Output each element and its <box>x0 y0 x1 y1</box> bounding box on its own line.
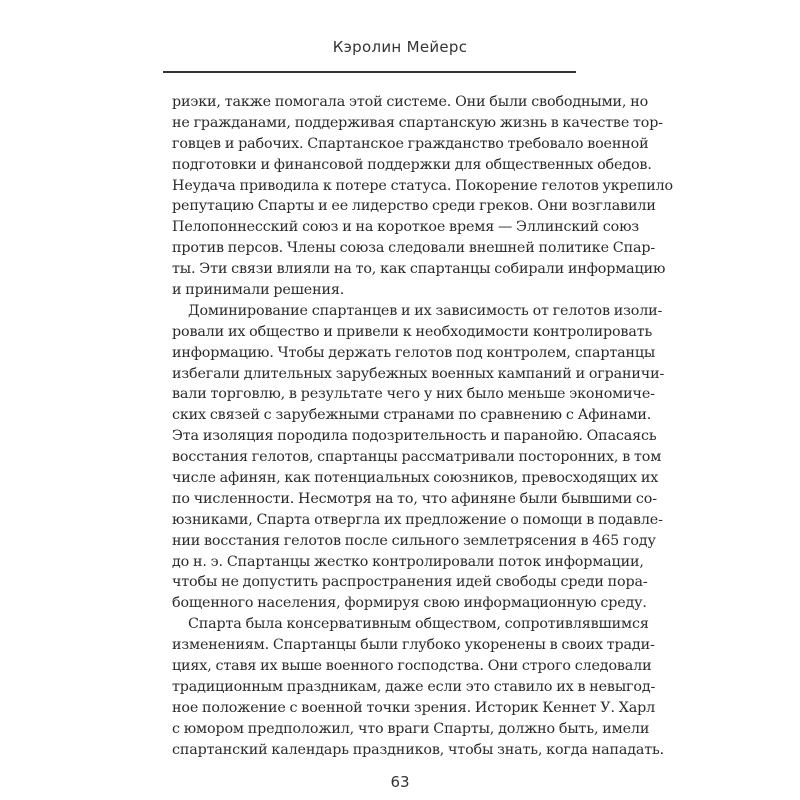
text-line: изменениям. Спартанцы были глубоко укоренены в своих тради- <box>172 637 655 654</box>
text-line: Пелопоннесский союз и на короткое время — Эллинский союз <box>172 219 640 236</box>
text-line: информацию. Чтобы держать гелотов под контролем, спартанцы <box>172 344 656 361</box>
text-line: числе афинян, как потенциальных союзников, превосходящих их <box>172 470 659 487</box>
text-line: не гражданами, поддерживая спартанскую жизнь в качестве тор- <box>172 114 663 131</box>
text-line: с юмором предположил, что враги Спарты, должно быть, имели <box>172 720 650 737</box>
text-line: восстания гелотов, спартанцы рассматривали посторонних, в том <box>172 449 662 466</box>
text-line: говцев и рабочих. Спартанское гражданство требовало военной <box>172 135 649 152</box>
text-line: Доминирование спартанцев и их зависимость от гелотов изоли- <box>188 302 663 319</box>
text-line: чтобы не допустить распространения идей свободы среди пора- <box>172 574 648 591</box>
text-line: спартанский календарь праздников, чтобы знать, когда нападать. <box>172 741 665 758</box>
text-line: риэки, также помогала этой системе. Они были свободными, но <box>172 94 649 110</box>
paragraph <box>172 614 665 760</box>
text-line: вали торговлю, в результате чего у них было меньше экономиче- <box>172 386 655 403</box>
text-line: ровали их общество и привели к необходимости контролировать <box>172 323 653 340</box>
body-text <box>172 92 674 761</box>
text-line: избегали длительных зарубежных военных кампаний и ограничи- <box>172 365 665 382</box>
text-line: циях, ставя их выше военного господства. Они строго следовали <box>172 658 652 675</box>
text-line: бощенного населения, формируя свою информационную среду. <box>172 595 647 612</box>
text-line: подготовки и финансовой поддержки для общественных обедов. <box>172 156 652 173</box>
text-line: по численности. Несмотря на то, что афиняне были бывшими со- <box>172 490 657 507</box>
text-line: и принимали решения. <box>172 282 345 299</box>
running-header: Кэролин Мейерс <box>332 38 468 56</box>
text-line: ских связей с зарубежными странами по сравнению с Афинами. <box>172 407 652 424</box>
text-line: до н. э. Спартанцы жестко контролировали поток информации, <box>172 553 644 570</box>
text-line: Неудача приводила к потере статуса. Покорение гелотов укрепило <box>172 177 674 194</box>
text-line: Эта изоляция породила подозрительность и паранойю. Опасаясь <box>172 428 657 445</box>
text-line: традиционным праздникам, даже если это ставило их в невыгод- <box>172 678 656 695</box>
text-line: ты. Эти связи влияли на то, как спартанцы собирали информацию <box>172 261 666 278</box>
header-rule <box>163 71 576 73</box>
paragraph <box>172 301 665 614</box>
text-line: юзниками, Спарта отвергла их предложение о помощи в подавле- <box>172 511 663 528</box>
text-line: нии восстания гелотов после сильного землетрясения в 465 году <box>172 532 656 549</box>
text-line: репутацию Спарты и ее лидерство среди греков. Они возглавили <box>172 198 656 215</box>
page-number: 63 <box>390 773 410 791</box>
text-line: ное положение с военной точки зрения. Историк Кеннет У. Харл <box>172 699 656 716</box>
text-line: против персов. Члены союза следовали внешней политике Спар- <box>172 240 656 257</box>
paragraph <box>172 92 674 301</box>
text-line: Спарта была консервативным обществом, сопротивлявшимся <box>188 616 649 633</box>
